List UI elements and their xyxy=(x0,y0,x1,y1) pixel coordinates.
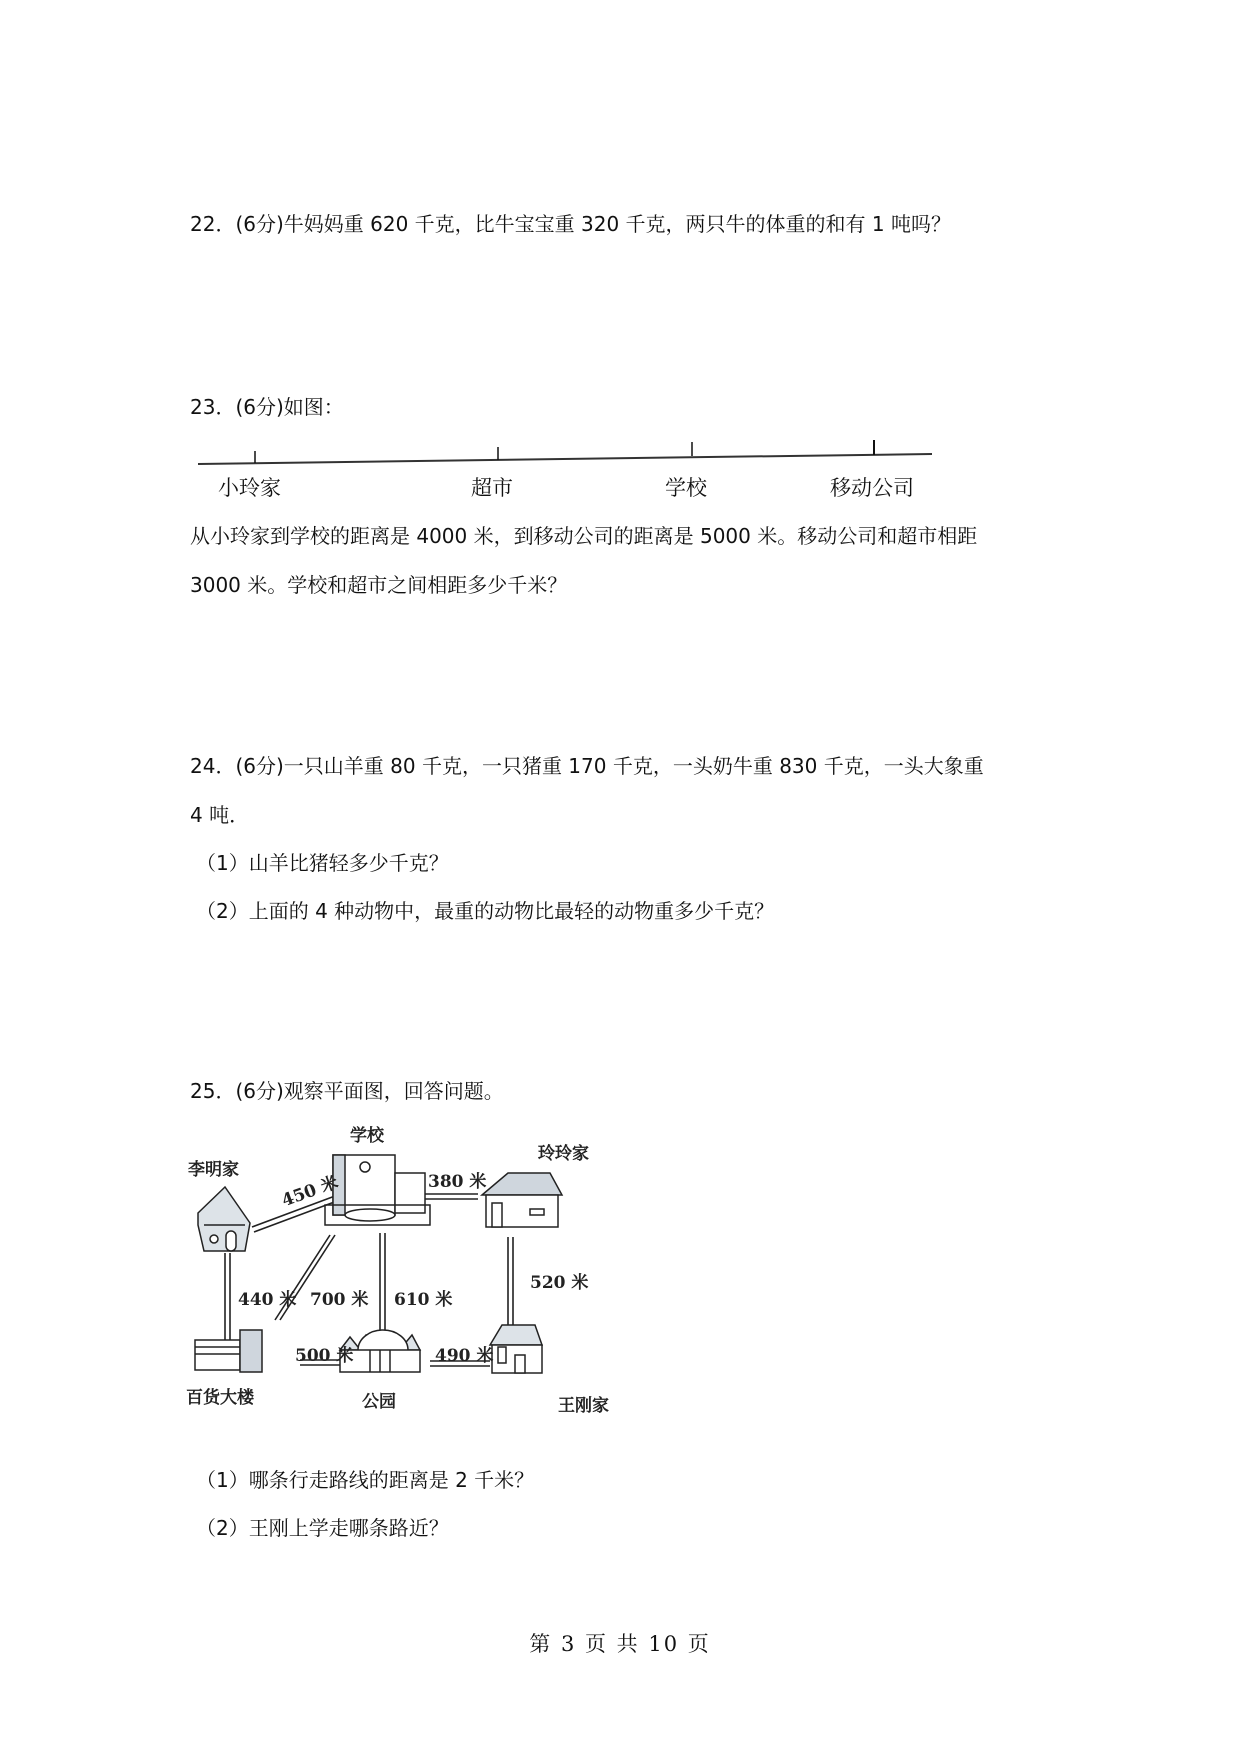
question-24-sub-1: （1）山羊比猪轻多少千克？ xyxy=(196,851,449,875)
question-22: 22．(6分)牛妈妈重 620 千克，比牛宝宝重 320 千克，两只牛的体重的和有 1 吨吗？ xyxy=(190,212,951,236)
label-xiaoling-home: 小玲家 xyxy=(218,476,281,500)
question-25-sub-2: （2）王刚上学走哪条路近？ xyxy=(196,1516,449,1540)
distance-store-school: 700 米 xyxy=(310,1290,369,1310)
label-supermarket: 超市 xyxy=(471,476,513,500)
distance-park-wanggang: 490 米 xyxy=(435,1346,494,1366)
map-label-department-store: 百货大楼 xyxy=(186,1388,254,1408)
lingling-home-icon xyxy=(482,1173,562,1227)
wanggang-home-icon xyxy=(490,1325,542,1373)
label-school: 学校 xyxy=(665,476,707,500)
label-mobile-company: 移动公司 xyxy=(830,476,914,500)
distance-lingling-wanggang: 520 米 xyxy=(530,1273,589,1293)
question-23-body-line-1: 从小玲家到学校的距离是 4000 米，到移动公司的距离是 5000 米。移动公司和超市相距 xyxy=(190,524,978,548)
map-label-park: 公园 xyxy=(362,1392,396,1412)
distance-school-park: 610 米 xyxy=(394,1290,453,1310)
page-number-footer: 第 3 页 共 10 页 xyxy=(529,1632,711,1656)
map-label-wanggang-home: 王刚家 xyxy=(558,1396,609,1416)
department-store-icon xyxy=(195,1330,262,1372)
number-line-icon xyxy=(198,438,932,478)
map-label-school: 学校 xyxy=(350,1126,384,1146)
plan-map-diagram xyxy=(186,1125,640,1425)
liming-home-icon xyxy=(198,1187,250,1251)
number-line-diagram xyxy=(198,438,932,518)
question-24-header-line-2: 4 吨． xyxy=(190,803,250,827)
distance-liming-store: 440 米 xyxy=(238,1290,297,1310)
question-25-header: 25．(6分)观察平面图，回答问题。 xyxy=(190,1079,504,1103)
question-23-header: 23．(6分)如图： xyxy=(190,395,344,419)
question-24-sub-2: （2）上面的 4 种动物中，最重的动物比最轻的动物重多少千克？ xyxy=(196,899,775,923)
distance-store-park: 500 米 xyxy=(295,1346,354,1366)
map-label-liming-home: 李明家 xyxy=(188,1160,239,1180)
distance-liming-school: 450 米 xyxy=(279,1172,341,1212)
question-23-body-line-2: 3000 米。学校和超市之间相距多少千米？ xyxy=(190,573,568,597)
question-24-header-line-1: 24．(6分)一只山羊重 80 千克，一只猪重 170 千克，一头奶牛重 830 千克，一头大象重 xyxy=(190,754,984,778)
question-25-sub-1: （1）哪条行走路线的距离是 2 千米？ xyxy=(196,1468,535,1492)
distance-school-lingling: 380 米 xyxy=(428,1172,487,1192)
map-label-lingling-home: 玲玲家 xyxy=(538,1144,589,1164)
